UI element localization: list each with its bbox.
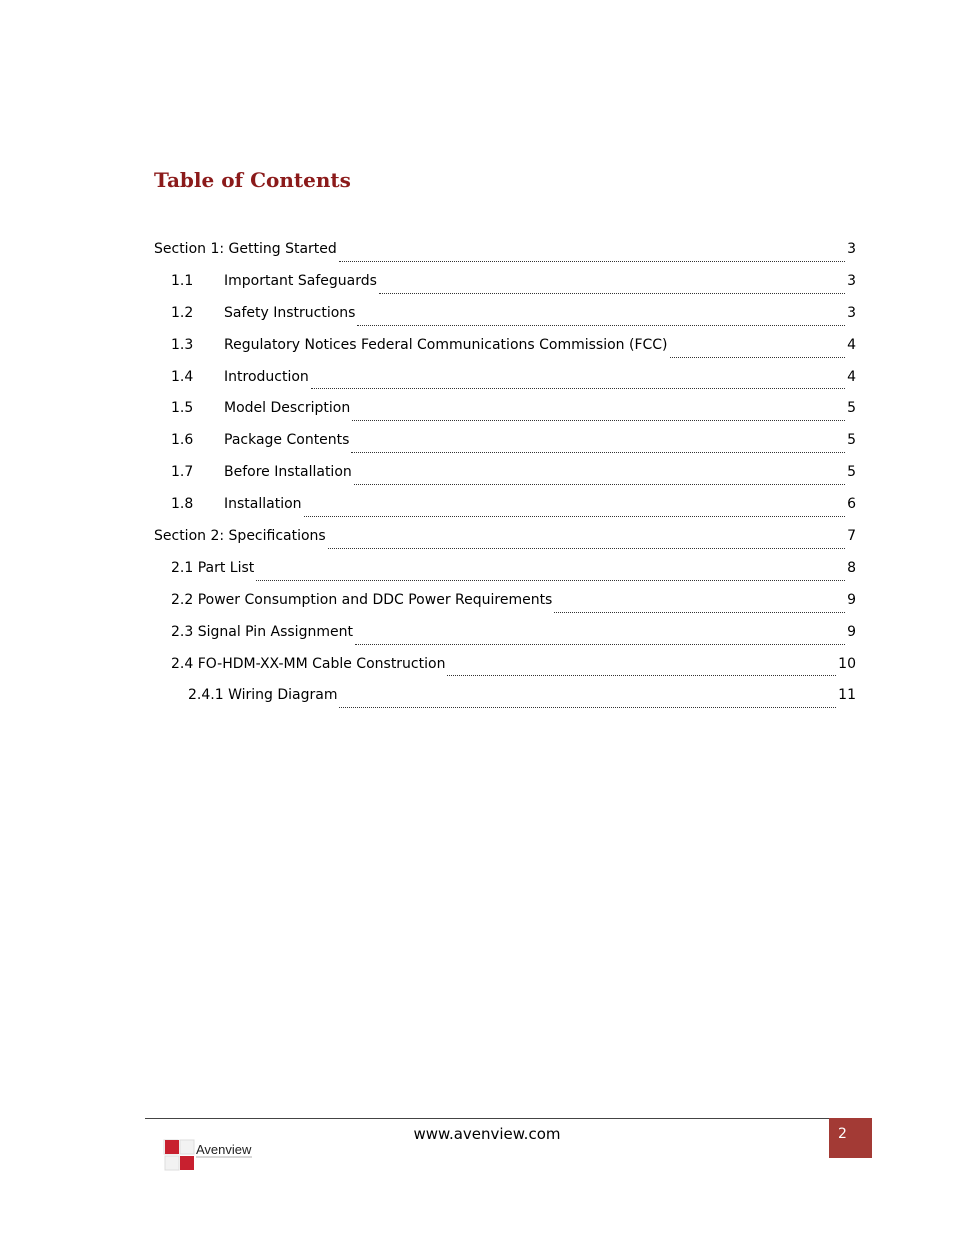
toc-entry-page: 3 bbox=[847, 304, 856, 321]
toc-entry-page: 3 bbox=[847, 272, 856, 289]
toc-entry-page: 4 bbox=[847, 368, 856, 385]
toc-entry-label: 2.3 Signal Pin Assignment bbox=[171, 623, 353, 640]
toc-entry[interactable] bbox=[154, 237, 856, 269]
dot-leader bbox=[256, 579, 845, 581]
dot-leader bbox=[339, 260, 845, 262]
toc-entry-label: Before Installation bbox=[224, 464, 352, 481]
toc-entry-page: 7 bbox=[847, 528, 856, 545]
dot-leader bbox=[339, 706, 836, 708]
toc-entry-label: Package Contents bbox=[224, 432, 350, 449]
toc-entry-label: Safety Instructions bbox=[224, 304, 356, 321]
toc-entry-page: 6 bbox=[847, 496, 856, 513]
dot-leader bbox=[351, 451, 845, 453]
toc-entry-label: Important Safeguards bbox=[224, 272, 377, 289]
toc-entry[interactable] bbox=[154, 620, 856, 652]
toc-entry-number: 1.5 bbox=[171, 400, 194, 417]
page-number-badge: 2 bbox=[829, 1118, 872, 1158]
dot-leader bbox=[352, 419, 845, 421]
toc-entry[interactable] bbox=[154, 683, 856, 715]
toc-entry-label: 2.2 Power Consumption and DDC Power Requirements bbox=[171, 591, 553, 608]
toc-entry-page: 9 bbox=[847, 591, 856, 608]
toc-entry[interactable] bbox=[154, 301, 856, 333]
footer-divider bbox=[145, 1118, 872, 1119]
toc-entry-number: 1.4 bbox=[171, 368, 194, 385]
toc-entry-page: 10 bbox=[838, 655, 856, 672]
dot-leader bbox=[328, 547, 845, 549]
toc-entry-page: 5 bbox=[847, 400, 856, 417]
dot-leader bbox=[554, 611, 845, 613]
toc-entry[interactable] bbox=[154, 524, 856, 556]
toc-entry-page: 5 bbox=[847, 432, 856, 449]
toc-entry[interactable] bbox=[154, 333, 856, 365]
toc-entry[interactable] bbox=[154, 365, 856, 397]
toc-title: Table of Contents bbox=[154, 168, 351, 192]
toc-entry-label: Model Description bbox=[224, 400, 351, 417]
toc-entry-label: 2.1 Part List bbox=[171, 559, 255, 576]
toc-entry-page: 4 bbox=[847, 336, 856, 353]
toc-entry[interactable] bbox=[154, 556, 856, 588]
toc-entry-label: Installation bbox=[224, 496, 302, 513]
dot-leader bbox=[304, 515, 846, 517]
logo-text: Avenview bbox=[196, 1142, 252, 1157]
dot-leader bbox=[447, 674, 836, 676]
toc-entry[interactable] bbox=[154, 460, 856, 492]
toc-entry[interactable] bbox=[154, 396, 856, 428]
toc-entry-page: 11 bbox=[838, 687, 856, 704]
toc-entry-page: 8 bbox=[847, 559, 856, 576]
toc-entry-label: Introduction bbox=[224, 368, 309, 385]
toc-entry-number: 1.7 bbox=[171, 464, 194, 481]
toc-entry-label: 2.4 FO-HDM-XX-MM Cable Construction bbox=[171, 655, 446, 672]
toc-entry-number: 1.8 bbox=[171, 496, 194, 513]
toc-entry-page: 9 bbox=[847, 623, 856, 640]
toc-entry-page: 5 bbox=[847, 464, 856, 481]
dot-leader bbox=[379, 292, 845, 294]
toc-entry-number: 1.6 bbox=[171, 432, 194, 449]
dot-leader bbox=[670, 356, 846, 358]
toc-entry[interactable] bbox=[154, 492, 856, 524]
toc-entry[interactable] bbox=[154, 269, 856, 301]
toc-entry-label: 2.4.1 Wiring Diagram bbox=[188, 687, 338, 704]
toc-entry-label: Section 1: Getting Started bbox=[154, 241, 337, 257]
dot-leader bbox=[354, 483, 845, 485]
table-of-contents bbox=[154, 237, 856, 715]
toc-entry-number: 1.2 bbox=[171, 304, 194, 321]
dot-leader bbox=[355, 643, 845, 645]
toc-entry[interactable] bbox=[154, 652, 856, 684]
dot-leader bbox=[311, 387, 845, 389]
toc-entry[interactable] bbox=[154, 428, 856, 460]
toc-entry-label: Section 2: Specifications bbox=[154, 528, 326, 545]
toc-entry-number: 1.1 bbox=[171, 272, 194, 289]
dot-leader bbox=[357, 324, 845, 326]
toc-entry-page: 3 bbox=[847, 241, 856, 257]
toc-entry[interactable] bbox=[154, 588, 856, 620]
toc-entry-label: Regulatory Notices Federal Communications Commission (FCC) bbox=[224, 336, 668, 353]
footer-url[interactable]: www.avenview.com bbox=[413, 1125, 561, 1143]
toc-entry-number: 1.3 bbox=[171, 336, 194, 353]
